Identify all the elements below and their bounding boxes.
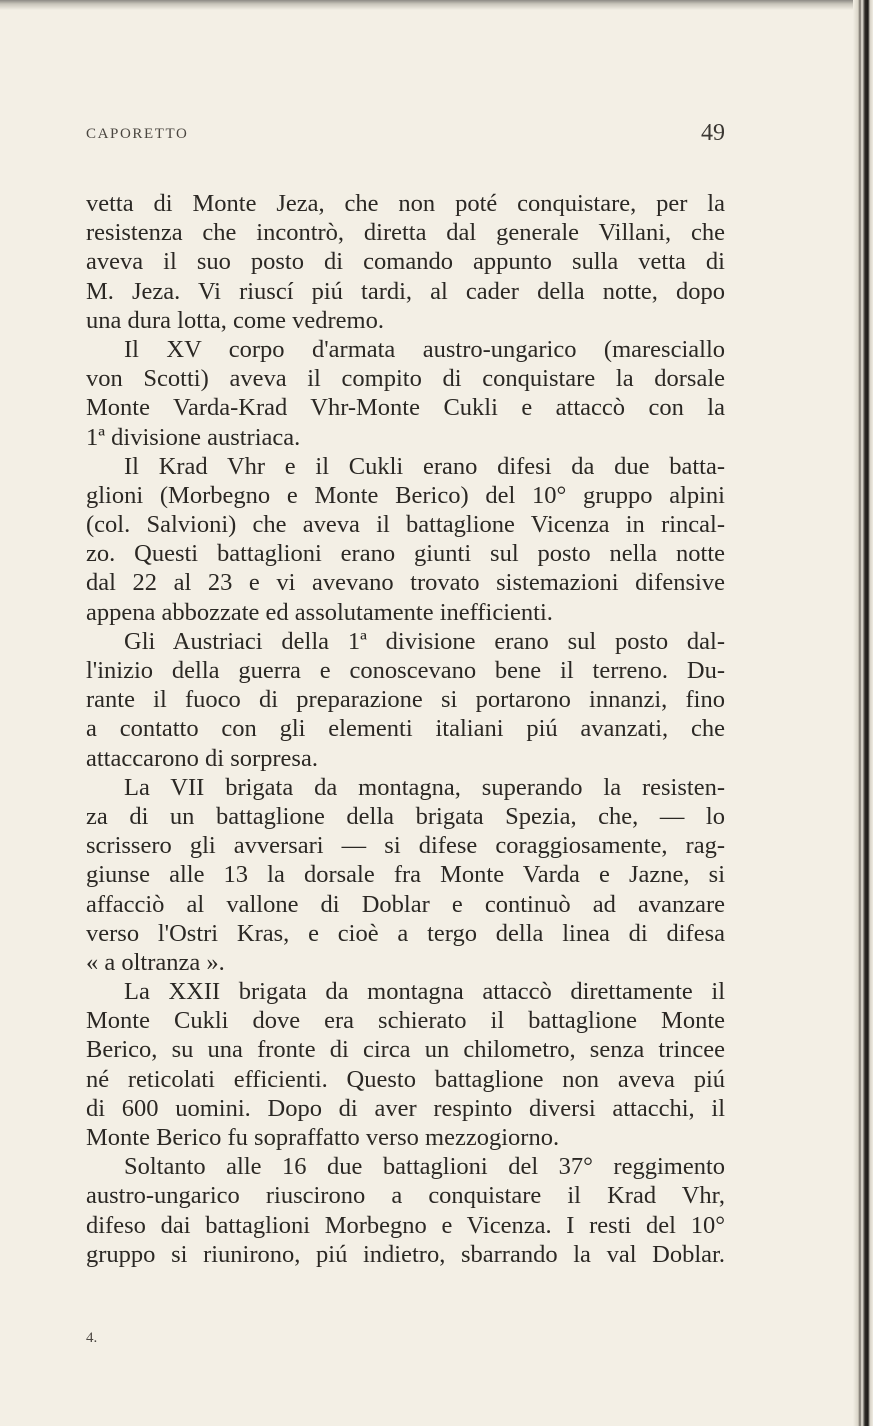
text-line: aveva il suo posto di comando appunto sulla vetta di (86, 248, 725, 276)
text-line: 1ª divisione austriaca. (86, 423, 301, 451)
text-line: appena abbozzate ed assolutamente inefficienti. (86, 598, 553, 626)
text-line: Monte Berico fu sopraffatto verso mezzogiorno. (86, 1124, 560, 1151)
text-line: di 600 uomini. Dopo di aver respinto diversi attacchi, il (86, 1094, 725, 1122)
text-line: von Scotti) aveva il compito di conquistare la dorsale (86, 365, 725, 393)
text-line: giunse alle 13 la dorsale fra Monte Varda e Jazne, si (86, 861, 725, 889)
text-line: austro-ungarico riuscirono a conquistare il Krad Vhr, (86, 1182, 725, 1210)
signature-mark: 4. (86, 1330, 98, 1346)
page-top-shadow (0, 0, 873, 10)
text-line: Il XV corpo d'armata austro-ungarico (maresciallo (124, 335, 725, 363)
text-line: Il Krad Vhr e il Cukli erano difesi da due batta- (124, 452, 725, 480)
text-line: Monte Varda-Krad Vhr-Monte Cukli e attaccò con la (86, 394, 725, 422)
running-head: CAPORETTO (86, 126, 189, 142)
text-line: vetta di Monte Jeza, che non poté conquistare, per la (86, 190, 725, 217)
text-line: una dura lotta, come vedremo. (86, 306, 384, 334)
text-line: La XXII brigata da montagna attaccò direttamente il (124, 978, 725, 1006)
text-line: dal 22 al 23 e vi avevano trovato sistemazioni difensive (86, 569, 725, 597)
text-line: Berico, su una fronte di circa un chilometro, senza trincee (86, 1036, 725, 1064)
text-line: affacciò al vallone di Doblar e continuò ad avanzare (86, 890, 725, 918)
text-line: (col. Salvioni) che aveva il battaglione Vicenza in rincal- (86, 511, 725, 539)
text-line: « a oltranza ». (86, 948, 225, 976)
text-line: Monte Cukli dove era schierato il battaglione Monte (86, 1007, 725, 1035)
text-line: né reticolati efficienti. Questo battaglione non aveva piú (86, 1065, 725, 1093)
text-line: La VII brigata da montagna, superando la resisten- (124, 773, 725, 801)
page-header (86, 120, 725, 150)
text-line: resistenza che incontrò, diretta dal generale Villani, che (86, 219, 725, 247)
body-text (86, 189, 725, 1269)
text-line: rante il fuoco di preparazione si portarono innanzi, fino (86, 686, 725, 714)
text-line: Soltanto alle 16 due battaglioni del 37° reggimento (124, 1153, 725, 1181)
text-line: difeso dai battaglioni Morbegno e Vicenza. I resti del 10° (86, 1211, 725, 1239)
text-line: Gli Austriaci della 1ª divisione erano sul posto dal- (124, 627, 725, 655)
book-binding-edge (853, 0, 873, 1426)
text-line: M. Jeza. Vi riuscí piú tardi, al cader della notte, dopo (86, 277, 725, 305)
page-number: 49 (701, 120, 725, 146)
text-line: attaccarono di sorpresa. (86, 744, 318, 772)
text-line: scrissero gli avversari — si difese coraggiosamente, rag- (86, 832, 725, 860)
text-line: gruppo si riunirono, piú indietro, sbarrando la val Doblar. (86, 1240, 725, 1268)
text-line: verso l'Ostri Kras, e cioè a tergo della linea di difesa (86, 919, 725, 947)
text-line: glioni (Morbegno e Monte Berico) del 10° gruppo alpini (86, 481, 725, 509)
text-line: za di un battaglione della brigata Spezia, che, — lo (86, 802, 725, 830)
text-line: zo. Questi battaglioni erano giunti sul posto nella notte (86, 540, 725, 568)
text-line: l'inizio della guerra e conoscevano bene il terreno. Du- (86, 657, 725, 684)
text-line: a contatto con gli elementi italiani piú avanzati, che (86, 715, 725, 743)
